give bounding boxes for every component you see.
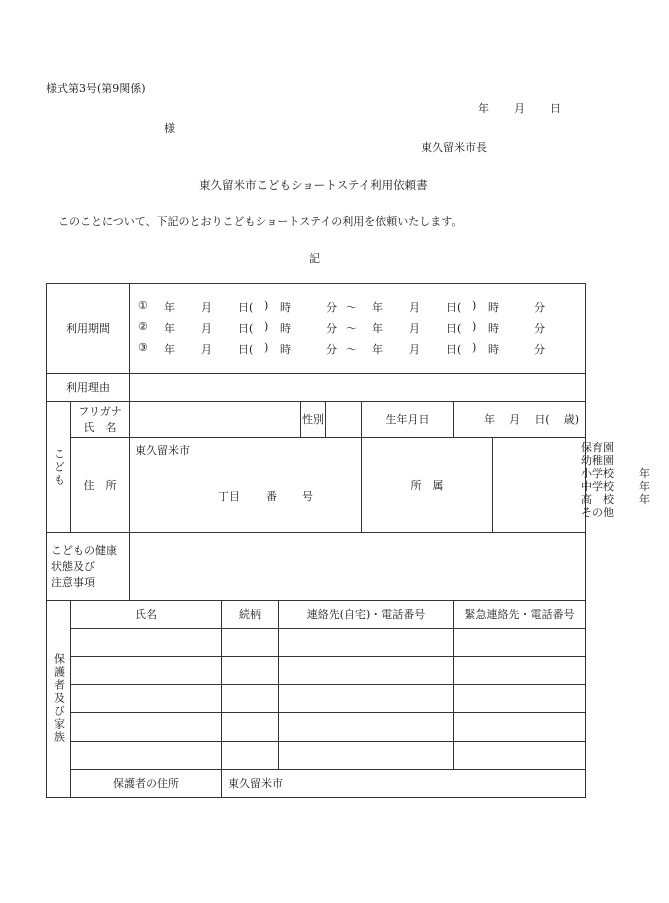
period-month2: 月 [409, 343, 420, 357]
period-hour: 時 [280, 301, 291, 315]
health-input-cell[interactable] [130, 533, 586, 600]
child-address-row [47, 437, 586, 533]
guardian-emergency-phone-cell[interactable] [454, 741, 586, 769]
period-close: ) [264, 341, 269, 355]
period-close2: ) [472, 299, 477, 313]
school-name: 中学校 [581, 479, 614, 493]
period-year: 年 [164, 343, 175, 357]
child-name-label-cell [71, 401, 130, 437]
school-list [581, 442, 669, 519]
period-day2: 日( [446, 343, 462, 357]
affiliation-label: 所 属 [362, 437, 493, 533]
period-minute2: 分 [534, 322, 545, 336]
period-close: ) [264, 320, 269, 334]
guardian-section-label [47, 600, 71, 797]
period-month: 月 [201, 301, 212, 315]
affiliation-input-cell[interactable] [493, 437, 650, 533]
form-number: 様式第3号(第9関係) [46, 82, 146, 95]
period-grid [130, 299, 585, 357]
guardian-relation-cell[interactable] [222, 628, 279, 656]
period-tilde: ～ [346, 301, 357, 315]
guardian-name-cell[interactable] [71, 628, 222, 656]
period-tilde: ～ [346, 322, 357, 336]
addressee-honorific: 様 [164, 122, 175, 135]
guardian-emergency-phone-cell[interactable] [454, 685, 586, 713]
guardian-name-cell[interactable] [71, 713, 222, 741]
school-grade: 年 [639, 479, 650, 493]
period-close2: ) [472, 341, 477, 355]
guardian-relation-cell[interactable] [222, 685, 279, 713]
child-name-row [47, 401, 586, 437]
guardian-row [47, 685, 586, 713]
guardian-relation-cell[interactable] [222, 741, 279, 769]
period-month: 月 [201, 322, 212, 336]
guardian-emergency-phone-cell[interactable] [454, 713, 586, 741]
document-title: 東久留米市こどもショートステイ利用依頼書 [199, 178, 428, 192]
period-year2: 年 [372, 322, 383, 336]
guardian-header-name: 氏名 [71, 600, 222, 628]
period-minute2: 分 [534, 301, 545, 315]
period-minute: 分 [326, 301, 337, 315]
period-minute: 分 [326, 343, 337, 357]
school-grade [639, 507, 669, 519]
health-label-line: 注意事項 [51, 575, 95, 589]
guardian-emergency-phone-cell[interactable] [454, 657, 586, 685]
intro-text: このことについて、下記のとおりこどもショートステイの利用を依頼いたします。 [58, 215, 463, 228]
guardian-address-row [47, 769, 586, 797]
date-month-label: 月 [514, 102, 525, 115]
period-minute: 分 [326, 322, 337, 336]
period-minute2: 分 [534, 343, 545, 357]
guardian-section-text: 保護者及び家族 [52, 653, 66, 745]
school-grade [639, 442, 669, 454]
period-day: 日( [238, 322, 254, 336]
guardian-address-value: 東久留米市 [228, 777, 283, 791]
child-section-label [47, 401, 71, 533]
guardian-header-home-phone: 連絡先(自宅)・電話番号 [279, 600, 454, 628]
period-day2: 日( [446, 322, 462, 336]
school-name: その他 [581, 505, 614, 519]
guardian-name-cell[interactable] [71, 685, 222, 713]
school-grade: 年 [639, 492, 650, 506]
guardian-relation-cell[interactable] [222, 657, 279, 685]
period-month2: 月 [409, 301, 420, 315]
guardian-row [47, 741, 586, 769]
guardian-relation-cell[interactable] [222, 713, 279, 741]
school-name: 保育園 [581, 440, 614, 454]
birth-input-cell[interactable] [454, 401, 586, 437]
school-name: 幼稚園 [581, 453, 614, 467]
guardian-home-phone-cell[interactable] [279, 657, 454, 685]
period-day: 日( [238, 301, 254, 315]
guardian-name-cell[interactable] [71, 657, 222, 685]
health-label-cell [47, 533, 130, 600]
period-close: ) [264, 299, 269, 313]
period-year2: 年 [372, 343, 383, 357]
period-cell[interactable] [130, 284, 586, 374]
birth-month-label: 月 [509, 413, 521, 427]
reason-input-cell[interactable] [130, 373, 586, 401]
birth-label: 生年月日 [362, 401, 454, 437]
chome-label: 丁目 [218, 489, 240, 503]
date-day-label: 日 [550, 102, 561, 115]
gender-input-cell[interactable] [326, 401, 362, 437]
period-close2: ) [472, 320, 477, 334]
go-label: 号 [302, 489, 313, 503]
guardian-name-cell[interactable] [71, 741, 222, 769]
date-year-label: 年 [478, 102, 489, 115]
birth-age-label: 歳) [563, 413, 580, 427]
reason-label: 利用理由 [47, 373, 130, 401]
period-day: 日( [238, 343, 254, 357]
period-tilde: ～ [346, 343, 357, 357]
address-label: 住 所 [71, 437, 130, 533]
school-grade [639, 455, 669, 467]
period-hour: 時 [280, 343, 291, 357]
birth-day-label: 日( [534, 413, 550, 427]
period-month: 月 [201, 343, 212, 357]
guardian-home-phone-cell[interactable] [279, 685, 454, 713]
school-name: 高 校 [581, 492, 614, 506]
gender-label: 性別 [301, 401, 326, 437]
period-year: 年 [164, 322, 175, 336]
child-section-text: こども [52, 447, 66, 487]
period-year: 年 [164, 301, 175, 315]
guardian-home-phone-cell[interactable] [279, 628, 454, 656]
period-row [47, 284, 586, 374]
ki-label: 記 [309, 252, 320, 265]
guardian-header-emergency-phone: 緊急連絡先・電話番号 [454, 600, 586, 628]
furigana-label: フリガナ [78, 405, 122, 419]
guardian-home-phone-cell[interactable] [279, 741, 454, 769]
issuer: 東久留米市長 [421, 141, 487, 154]
period-day2: 日( [446, 301, 462, 315]
guardian-row [47, 713, 586, 741]
school-name: 小学校 [581, 466, 614, 480]
guardian-header-row [47, 600, 586, 628]
guardian-row [47, 657, 586, 685]
health-label-line: 状態及び [51, 559, 95, 573]
health-row [47, 533, 586, 600]
address-city: 東久留米市 [135, 443, 190, 457]
period-month2: 月 [409, 322, 420, 336]
name-label: 氏 名 [83, 421, 117, 435]
period-hour2: 時 [488, 301, 499, 315]
period-label: 利用期間 [47, 284, 130, 374]
period-hour2: 時 [488, 343, 499, 357]
period-hour: 時 [280, 322, 291, 336]
birth-year-label: 年 [484, 413, 495, 427]
guardian-header-relation: 続柄 [222, 600, 279, 628]
guardian-address-label: 保護者の住所 [71, 769, 222, 797]
application-form-table [46, 283, 650, 798]
health-label-line: こどもの健康 [51, 543, 117, 557]
reason-row [47, 373, 586, 401]
address-input-cell[interactable] [130, 437, 362, 533]
guardian-home-phone-cell[interactable] [279, 713, 454, 741]
period-num: ③ [138, 341, 148, 355]
period-num: ① [138, 299, 148, 313]
period-num: ② [138, 320, 148, 334]
guardian-address-cell[interactable] [222, 769, 586, 797]
period-year2: 年 [372, 301, 383, 315]
guardian-emergency-phone-cell[interactable] [454, 628, 586, 656]
period-hour2: 時 [488, 322, 499, 336]
guardian-row [47, 628, 586, 656]
birth-fields [454, 411, 585, 427]
school-grade: 年 [639, 466, 650, 480]
ban-label: 番 [266, 489, 277, 503]
child-name-input-cell[interactable] [130, 401, 301, 437]
